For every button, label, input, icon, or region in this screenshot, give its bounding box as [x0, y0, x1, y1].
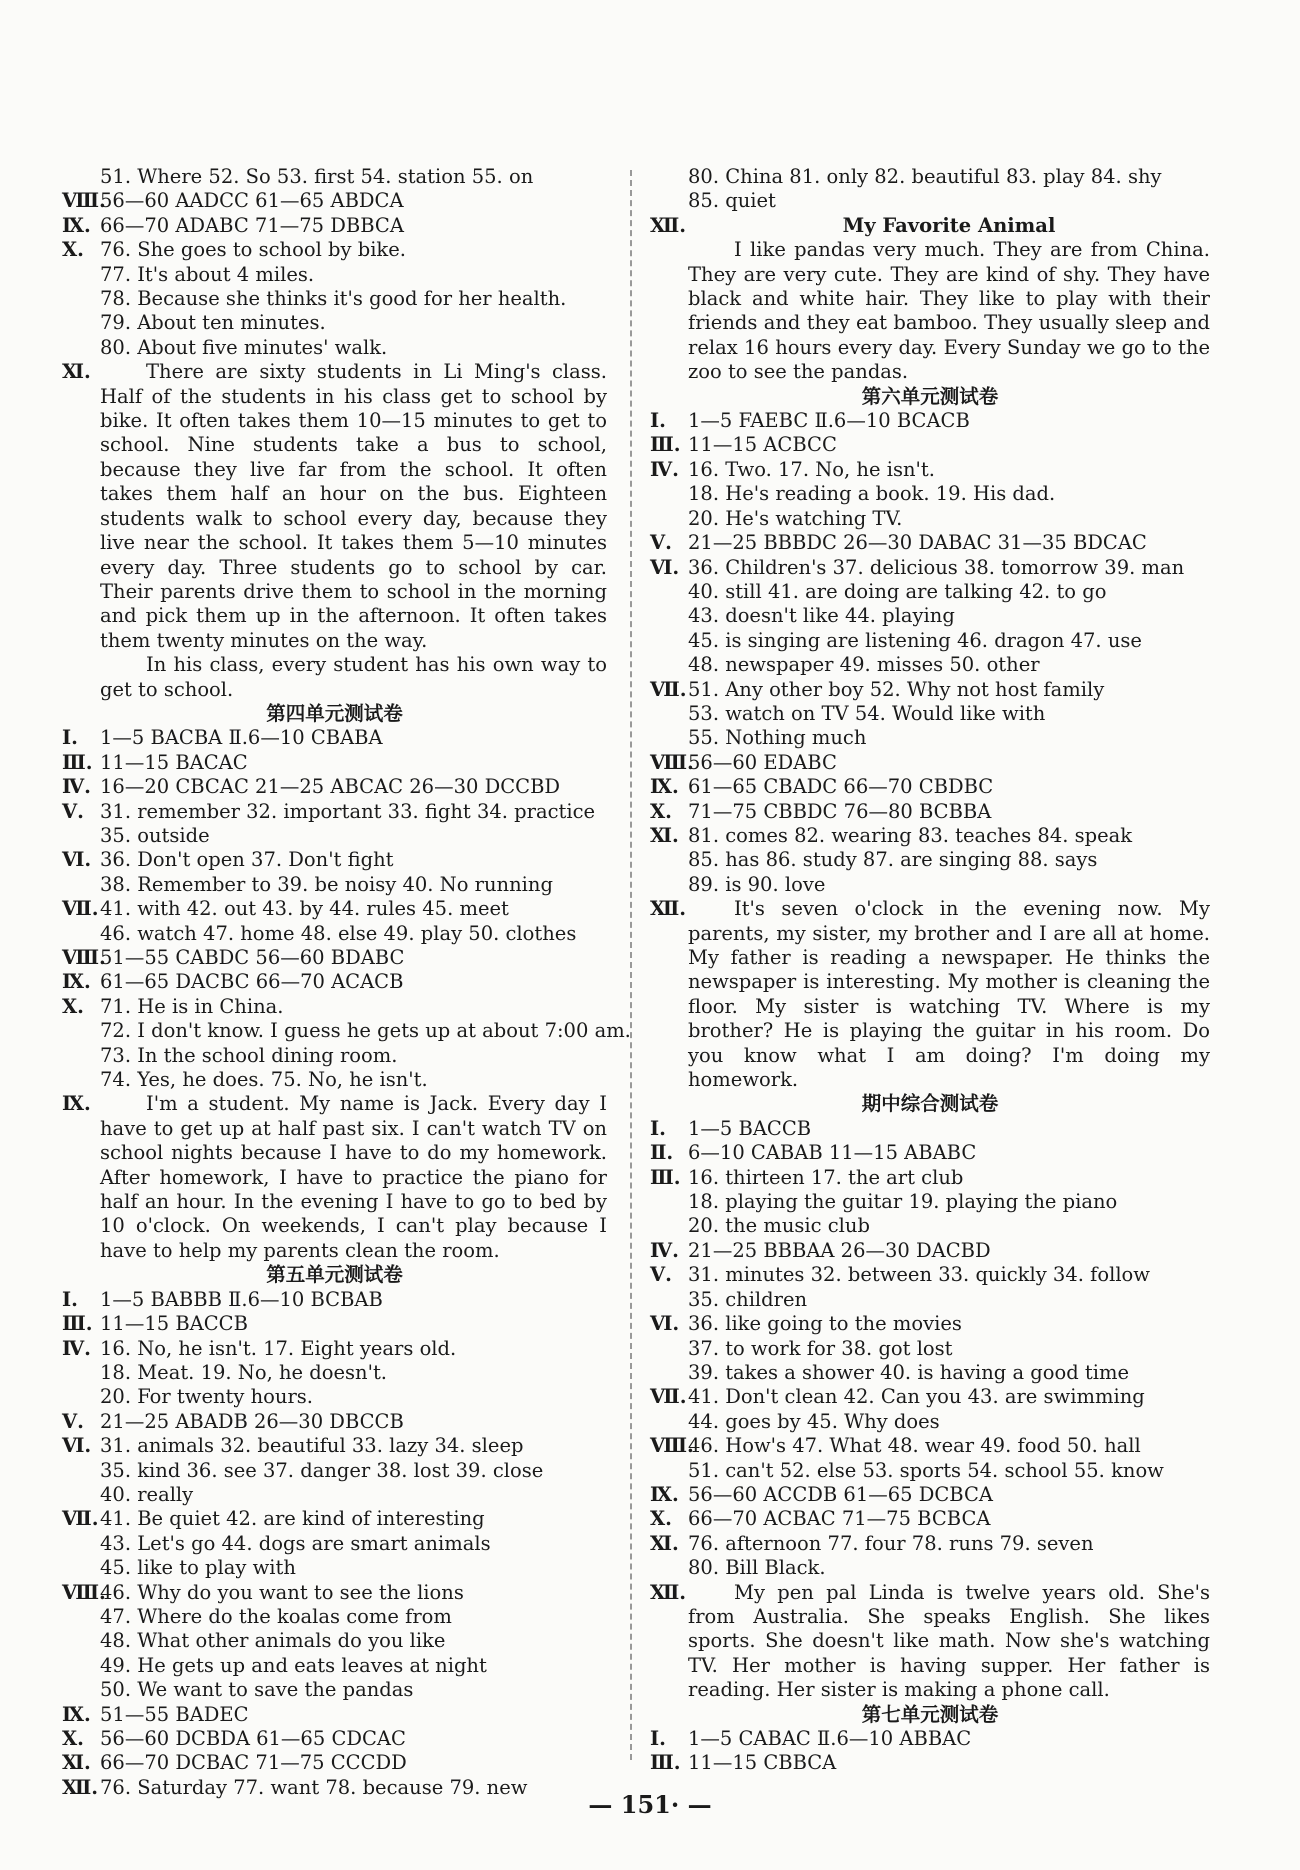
answer-text: 20. He's watching TV.	[688, 506, 903, 530]
answer-text: 46. How's 47. What 48. wear 49. food 50. hall	[688, 1434, 1141, 1458]
answer-line	[650, 678, 1210, 702]
section-number: Ⅷ.	[62, 1580, 106, 1604]
section-number: Ⅻ.	[650, 213, 687, 237]
answer-line	[62, 775, 607, 799]
section-number: Ⅵ.	[62, 1434, 92, 1458]
section-heading-unit7: 第七单元测试卷	[861, 1702, 999, 1726]
answer-text: 48. newspaper 49. misses 50. other	[688, 653, 1040, 677]
answer-line	[62, 1605, 607, 1629]
writing-answer-unit5	[650, 214, 1210, 385]
answer-text: 36. Children's 37. delicious 38. tomorrow 39. man	[688, 555, 1185, 579]
essay-title: My Favorite Animal	[842, 213, 1056, 237]
section-number: Ⅻ.	[650, 897, 687, 921]
answer-text: 36. like going to the movies	[688, 1312, 962, 1336]
answer-line	[650, 1361, 1210, 1385]
section-number: Ⅲ.	[62, 1312, 93, 1336]
section-number: Ⅸ.	[62, 970, 91, 994]
answer-text: 43. Let's go 44. dogs are smart animals	[100, 1531, 491, 1555]
answer-text: 16. No, he isn't. 17. Eight years old.	[100, 1336, 457, 1360]
answer-line	[62, 1507, 607, 1531]
section-number: Ⅰ.	[62, 1287, 78, 1311]
answer-line	[62, 263, 607, 287]
answer-text: 35. children	[688, 1287, 808, 1311]
answer-line	[650, 1117, 1210, 1141]
answer-text: 56—60 ACCDB 61—65 DCBCA	[688, 1482, 993, 1506]
answer-text: 56—60 AADCC 61—65 ABDCA	[100, 189, 404, 213]
answer-line	[650, 433, 1210, 457]
answer-text: 35. outside	[100, 823, 210, 847]
answer-text: 45. is singing are listening 46. dragon 47. use	[688, 628, 1142, 652]
writing-answer-unit6	[650, 897, 1210, 1092]
answer-line	[62, 1459, 607, 1483]
answer-text: 61—65 DACBC 66—70 ACACB	[100, 970, 404, 994]
answer-text: 41. with 42. out 43. by 44. rules 45. meet	[100, 897, 509, 921]
answer-line	[62, 897, 607, 921]
answer-text: 66—70 ADABC 71—75 DBBCA	[100, 213, 404, 237]
answer-line	[62, 1727, 607, 1751]
answer-text: 85. quiet	[688, 189, 776, 213]
answer-text: 56—60 DCBDA 61—65 CDCAC	[100, 1727, 406, 1750]
answer-text: 16. thirteen 17. the art club	[688, 1165, 964, 1189]
answer-text: 74. Yes, he does. 75. No, he isn't.	[100, 1068, 428, 1092]
answer-text: 76. Saturday 77. want 78. because 79. new	[100, 1775, 528, 1799]
answer-text: 16—20 CBCAC 21—25 ABCAC 26—30 DCCBD	[100, 775, 561, 799]
answer-line	[650, 1312, 1210, 1336]
answer-text: 56—60 EDABC	[688, 750, 837, 774]
answer-line	[650, 409, 1210, 433]
answer-line	[650, 1410, 1210, 1434]
answer-text: 38. Remember to 39. be noisy 40. No running	[100, 872, 553, 896]
answer-text: 51. can't 52. else 53. sports 54. school 55. know	[688, 1458, 1164, 1482]
answer-text: 81. comes 82. wearing 83. teaches 84. speak	[688, 823, 1133, 847]
answer-line	[62, 1361, 607, 1385]
answer-line	[62, 1483, 607, 1507]
section-number: Ⅹ.	[62, 238, 84, 262]
answer-line	[650, 873, 1210, 897]
answer-text: 79. About ten minutes.	[100, 311, 326, 335]
answer-line	[62, 1068, 607, 1092]
section-heading-unit5: 第五单元测试卷	[266, 1263, 403, 1287]
answer-text: 21—25 BBBDC 26—30 DABAC 31—35 BDCAC	[688, 531, 1147, 555]
answer-line	[650, 800, 1210, 824]
answer-line	[62, 1410, 607, 1434]
section-number: Ⅺ.	[62, 1751, 91, 1775]
essay-paragraph: My pen pal Linda is twelve years old. She's from Australia. She speaks English. She likes sports. She doesn't like math. Now she's watching TV. Her mother is having supper. Her father is reading. Her sister is making a phone call.	[688, 1580, 1210, 1702]
answer-text: 66—70 DCBAC 71—75 CCCDD	[100, 1751, 407, 1775]
answer-text: 51—55 CABDC 56—60 BDABC	[100, 946, 405, 969]
answer-text: 55. Nothing much	[688, 726, 867, 750]
section-number: Ⅹ.	[62, 1727, 84, 1750]
section-number: Ⅳ.	[62, 775, 91, 799]
answer-line	[650, 1727, 1210, 1751]
answer-text: 1—5 CABAC Ⅱ.6—10 ABBAC	[688, 1727, 972, 1750]
answer-text: 72. I don't know. I guess he gets up at about 7:00 am.	[100, 1019, 631, 1043]
answer-text: 31. animals 32. beautiful 33. lazy 34. sleep	[100, 1434, 524, 1458]
answer-line	[62, 922, 607, 946]
answer-line	[62, 1385, 607, 1409]
section-number: Ⅲ.	[650, 1165, 681, 1189]
answer-text: 1—5 BABBB Ⅱ.6—10 BCBAB	[100, 1287, 383, 1311]
column-divider	[630, 170, 632, 1760]
answer-line	[62, 970, 607, 994]
section-number: Ⅱ.	[650, 1141, 674, 1165]
answer-line	[62, 1532, 607, 1556]
answer-text: 31. minutes 32. between 33. quickly 34. follow	[688, 1263, 1150, 1287]
answer-text: 89. is 90. love	[688, 872, 826, 896]
answer-text: 51. Where 52. So 53. first 54. station 55. on	[100, 165, 534, 188]
answer-text: 6—10 CABAB 11—15 ABABC	[688, 1141, 977, 1165]
writing-answer-unit3	[62, 360, 607, 702]
section-number: Ⅶ.	[650, 1385, 687, 1409]
answer-text: 71. He is in China.	[100, 994, 284, 1018]
section-number: Ⅸ.	[650, 1482, 679, 1506]
section-number: Ⅲ.	[650, 1751, 681, 1775]
answer-line	[62, 165, 607, 189]
answer-text: 11—15 BACAC	[100, 750, 248, 774]
answer-line	[650, 1507, 1210, 1531]
answer-text: 31. remember 32. important 33. fight 34. practice	[100, 799, 596, 823]
answer-line	[650, 653, 1210, 677]
answer-text: 49. He gets up and eats leaves at night	[100, 1653, 487, 1677]
section-number: Ⅰ.	[650, 409, 666, 433]
section-number: Ⅹ.	[650, 799, 672, 823]
answer-line	[62, 1044, 607, 1068]
answer-text: 40. really	[100, 1482, 194, 1506]
right-column	[650, 165, 1210, 1776]
answer-text: 80. China 81. only 82. beautiful 83. play 84. shy	[688, 165, 1162, 188]
answer-line	[62, 1337, 607, 1361]
answer-line	[62, 1678, 607, 1702]
section-number: Ⅴ.	[62, 1409, 84, 1433]
section-heading-midterm: 期中综合测试卷	[861, 1092, 999, 1116]
answer-text: 80. Bill Black.	[688, 1556, 826, 1580]
section-number: Ⅹ.	[650, 1507, 672, 1531]
section-number: Ⅺ.	[650, 823, 679, 847]
answer-list	[650, 1117, 1210, 1581]
answer-text: 48. What other animals do you like	[100, 1629, 446, 1653]
writing-answer-unit4	[62, 1092, 607, 1263]
answer-text: 18. Meat. 19. No, he doesn't.	[100, 1360, 388, 1384]
answer-text: 41. Be quiet 42. are kind of interesting	[100, 1507, 485, 1531]
answer-text: 76. afternoon 77. four 78. runs 79. seven	[688, 1531, 1094, 1555]
answer-line	[650, 1385, 1210, 1409]
answer-text: 20. the music club	[688, 1214, 870, 1238]
answer-text: 37. to work for 38. got lost	[688, 1336, 953, 1360]
answer-text: 16. Two. 17. No, he isn't.	[688, 457, 935, 481]
answer-line	[650, 1239, 1210, 1263]
section-number: Ⅺ.	[650, 1531, 679, 1555]
answer-list	[650, 1727, 1210, 1776]
section-number: Ⅶ.	[62, 897, 99, 921]
essay-paragraph: There are sixty students in Li Ming's class. Half of the students in his class get to school by bike. It often takes them 10—15 minutes to get to school. Nine students take a bus to school, because they live far from the school. It often takes them half an hour on the bus. Eighteen students walk to school every day, because they live near the school. It takes them 5—10 minutes every day. Three students go to school by car. Their parents drive them to school in the morning and pick them up in the afternoon. It often takes them twenty minutes on the way.	[100, 360, 607, 652]
answer-text: 18. playing the guitar 19. playing the piano	[688, 1190, 1118, 1214]
essay-paragraph: I'm a student. My name is Jack. Every day I have to get up at half past six. I can't watch TV on school nights because I have to do my homework. After homework, I have to practice the piano for half an hour. In the evening I have to go to bed by 10 o'clock. On weekends, I can't play because I have to help my parents clean the room.	[100, 1092, 607, 1262]
answer-line	[62, 1703, 607, 1727]
answer-text: 53. watch on TV 54. Would like with	[688, 701, 1046, 725]
answer-line	[62, 1019, 631, 1043]
answer-text: 80. About five minutes' walk.	[100, 335, 388, 359]
section-number: Ⅳ.	[650, 1238, 679, 1262]
answer-text: 1—5 BACCB	[688, 1116, 812, 1140]
answer-line	[650, 1337, 1210, 1361]
answer-line	[650, 1532, 1210, 1556]
answer-line	[650, 824, 1210, 848]
section-number: Ⅹ.	[62, 994, 84, 1018]
answer-line	[62, 1629, 607, 1653]
answer-text: 11—15 CBBCA	[688, 1751, 837, 1775]
answer-line	[62, 287, 607, 311]
answer-list	[62, 1288, 607, 1801]
section-number: Ⅲ.	[62, 750, 93, 774]
answer-line	[62, 311, 607, 335]
answer-list	[62, 165, 607, 360]
answer-line	[650, 165, 1210, 189]
answer-text: 45. like to play with	[100, 1556, 296, 1580]
section-number: Ⅵ.	[650, 555, 680, 579]
answer-text: 46. Why do you want to see the lions	[100, 1580, 464, 1604]
answer-line	[650, 629, 1210, 653]
answer-list	[650, 409, 1210, 897]
answer-line	[650, 751, 1210, 775]
answer-line	[650, 726, 1210, 750]
answer-line	[62, 800, 607, 824]
answer-line	[62, 189, 607, 213]
answer-line	[62, 1312, 607, 1336]
answer-line	[62, 1556, 607, 1580]
section-number: Ⅴ.	[650, 531, 672, 555]
answer-text: 66—70 ACBAC 71—75 BCBCA	[688, 1507, 991, 1531]
answer-line	[62, 1581, 607, 1605]
answer-line	[62, 848, 607, 872]
answer-line	[62, 946, 607, 970]
answer-text: 85. has 86. study 87. are singing 88. says	[688, 848, 1098, 872]
answer-line	[62, 1751, 607, 1775]
answer-line	[650, 1190, 1210, 1214]
answer-line	[650, 775, 1210, 799]
answer-line	[62, 1654, 607, 1678]
section-number: Ⅸ.	[62, 1092, 91, 1116]
answer-text: 40. still 41. are doing are talking 42. to go	[688, 579, 1107, 603]
section-number: Ⅻ.	[62, 1775, 99, 1799]
answer-line	[650, 1263, 1210, 1287]
section-number: Ⅴ.	[650, 1263, 672, 1287]
answer-line	[62, 824, 607, 848]
answer-line	[62, 873, 607, 897]
answer-line	[62, 1434, 607, 1458]
section-number: Ⅺ.	[62, 360, 91, 384]
section-number: Ⅲ.	[650, 433, 681, 457]
answer-line	[650, 482, 1210, 506]
answer-text: 44. goes by 45. Why does	[688, 1409, 940, 1433]
answer-text: 51—55 BADEC	[100, 1702, 249, 1726]
answer-text: 18. He's reading a book. 19. His dad.	[688, 482, 1056, 506]
section-number: Ⅸ.	[650, 775, 679, 799]
answer-line	[650, 1434, 1210, 1458]
section-number: Ⅸ.	[62, 1702, 91, 1726]
section-number: Ⅳ.	[650, 457, 679, 481]
section-number: Ⅵ.	[62, 848, 92, 872]
answer-text: 39. takes a shower 40. is having a good time	[688, 1360, 1130, 1384]
answer-text: 77. It's about 4 miles.	[100, 262, 315, 286]
answer-line	[650, 1141, 1210, 1165]
answer-text: 11—15 ACBCC	[688, 433, 837, 457]
answer-line	[650, 556, 1210, 580]
answer-line	[650, 604, 1210, 628]
answer-text: 76. She goes to school by bike.	[100, 238, 406, 262]
answer-line	[650, 848, 1210, 872]
answer-line	[650, 1483, 1210, 1507]
essay-paragraph: In his class, every student has his own way to get to school.	[100, 653, 607, 701]
section-heading-unit6: 第六单元测试卷	[861, 384, 999, 408]
answer-line	[650, 189, 1210, 213]
answer-text: 47. Where do the koalas come from	[100, 1604, 452, 1628]
answer-line	[650, 1751, 1210, 1775]
answer-list	[650, 165, 1210, 214]
answer-line	[650, 1214, 1210, 1238]
answer-list	[62, 726, 631, 1092]
answer-text: 1—5 FAEBC Ⅱ.6—10 BCACB	[688, 409, 970, 433]
answer-text: 51. Any other boy 52. Why not host family	[688, 677, 1105, 701]
answer-line	[62, 214, 607, 238]
answer-line	[650, 507, 1210, 531]
section-number: Ⅻ.	[650, 1580, 687, 1604]
answer-line	[62, 726, 607, 750]
answer-line	[62, 238, 607, 262]
answer-line	[650, 702, 1210, 726]
section-heading-unit4: 第四单元测试卷	[266, 701, 403, 725]
section-number: Ⅷ.	[650, 1434, 694, 1458]
answer-line	[650, 531, 1210, 555]
answer-line	[650, 458, 1210, 482]
answer-line	[650, 580, 1210, 604]
section-number: Ⅴ.	[62, 799, 84, 823]
left-column	[62, 165, 631, 1800]
answer-text: 11—15 BACCB	[100, 1312, 248, 1336]
answer-line	[62, 751, 607, 775]
section-number: Ⅷ.	[62, 946, 106, 969]
essay-paragraph: It's seven o'clock in the evening now. My parents, my sister, my brother and I are all at home. My father is reading a newspaper. He thinks the newspaper is interesting. My mother is cleaning the floor. My sister is watching TV. Where is my brother? He is playing the guitar in his room. Do you know what I am doing? I'm doing my homework.	[688, 897, 1210, 1092]
answer-line	[62, 336, 607, 360]
page-number: — 151· —	[588, 1790, 712, 1819]
answer-line	[650, 1556, 1210, 1580]
answer-text: 78. Because she thinks it's good for her health.	[100, 287, 567, 311]
answer-text: 21—25 ABADB 26—30 DBCCB	[100, 1409, 404, 1433]
section-number: Ⅶ.	[650, 677, 687, 701]
answer-line	[650, 1288, 1210, 1312]
section-number: Ⅷ.	[62, 189, 106, 213]
answer-text: 1—5 BACBA Ⅱ.6—10 CBABA	[100, 726, 383, 750]
answer-text: 43. doesn't like 44. playing	[688, 604, 955, 628]
section-number: Ⅳ.	[62, 1336, 91, 1360]
writing-answer-midterm	[650, 1581, 1210, 1703]
answer-text: 50. We want to save the pandas	[100, 1678, 414, 1702]
section-number: Ⅰ.	[650, 1116, 666, 1140]
answer-text: 71—75 CBBDC 76—80 BCBBA	[688, 799, 992, 823]
answer-text: 46. watch 47. home 48. else 49. play 50. clothes	[100, 921, 577, 945]
essay-paragraph: I like pandas very much. They are from China. They are very cute. They are kind of shy. They have black and white hair. They like to play with their friends and they eat bamboo. They usually sleep and relax 16 hours every day. Every Sunday we go to the zoo to see the pandas.	[688, 238, 1210, 384]
section-number: Ⅰ.	[650, 1727, 666, 1750]
answer-text: 35. kind 36. see 37. danger 38. lost 39. close	[100, 1458, 544, 1482]
answer-text: 41. Don't clean 42. Can you 43. are swimming	[688, 1385, 1145, 1409]
answer-line	[650, 1166, 1210, 1190]
answer-text: 73. In the school dining room.	[100, 1043, 398, 1067]
answer-line	[62, 1288, 607, 1312]
answer-text: 20. For twenty hours.	[100, 1385, 313, 1409]
answer-line	[650, 1459, 1210, 1483]
section-number: Ⅷ.	[650, 750, 694, 774]
section-number: Ⅵ.	[650, 1312, 680, 1336]
section-number: Ⅰ.	[62, 726, 78, 750]
answer-line	[62, 995, 607, 1019]
section-number: Ⅶ.	[62, 1507, 99, 1531]
answer-text: 21—25 BBBAA 26—30 DACBD	[688, 1238, 991, 1262]
answer-text: 36. Don't open 37. Don't fight	[100, 848, 394, 872]
section-number: Ⅸ.	[62, 213, 91, 237]
answer-text: 61—65 CBADC 66—70 CBDBC	[688, 775, 994, 799]
